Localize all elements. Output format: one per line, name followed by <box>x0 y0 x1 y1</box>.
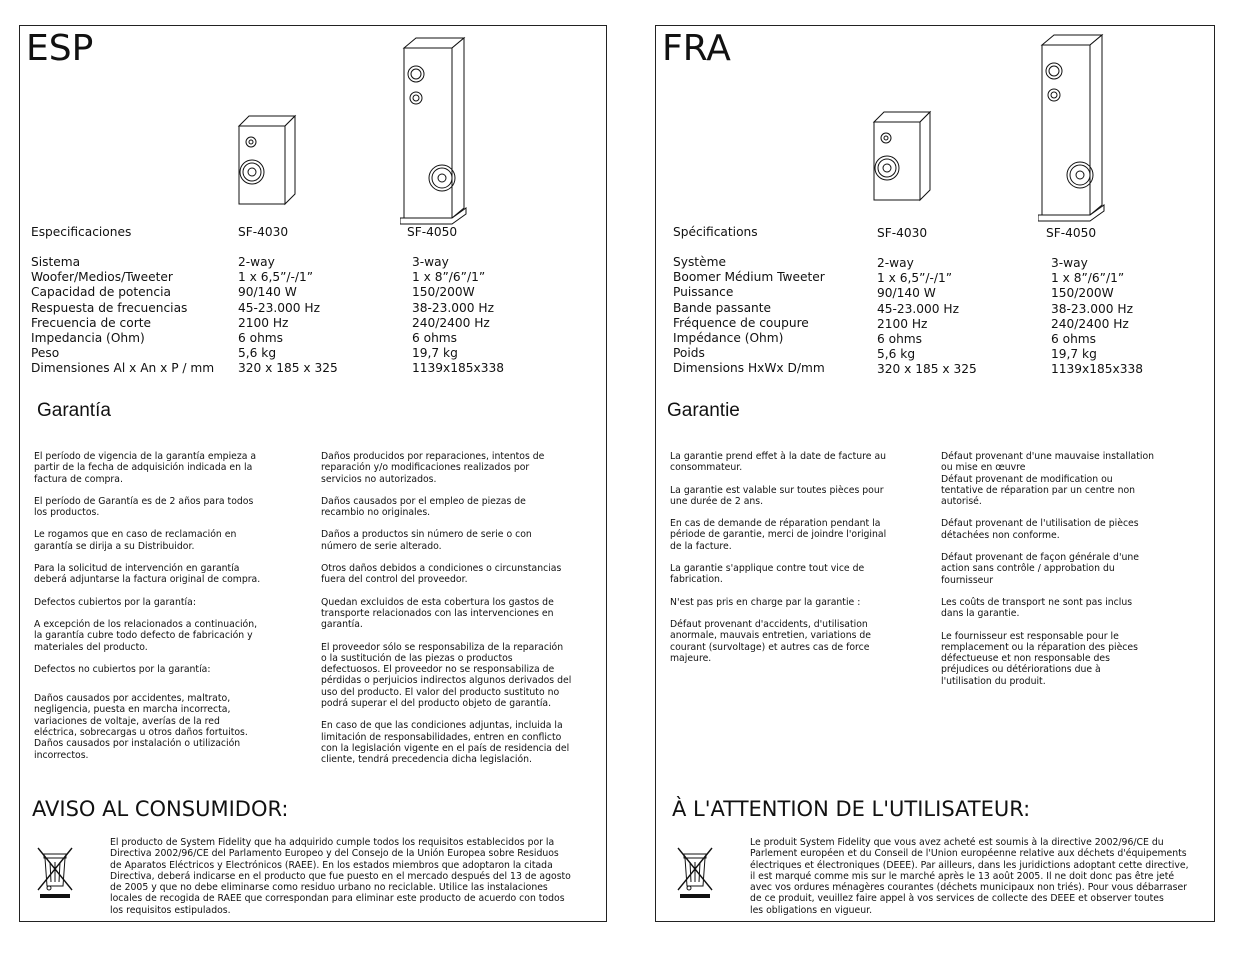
spec-value: 150/200W <box>1051 286 1114 301</box>
spec-labels <box>673 255 825 377</box>
spec-value: 6 ohms <box>1051 332 1097 347</box>
spec-labels <box>31 255 214 377</box>
warranty-left-column <box>670 451 925 664</box>
warranty-paragraph: Daños producidos por reparaciones, intentos de reparación y/o modificaciones realizados por servicios no autorizados. <box>321 451 545 485</box>
bookshelf-speaker-icon <box>237 114 299 214</box>
warranty-paragraph: A excepción de los relacionados a continuación, la garantía cubre todo defecto de fabricación y materiales del producto. <box>34 618 258 653</box>
spec-label: Poids <box>673 346 705 361</box>
spec-value: 1 x 6,5”/-/1” <box>238 270 314 285</box>
spec-value: 320 x 185 x 325 <box>877 362 977 377</box>
warranty-paragraph: El período de vigencia de la garantía empieza a partir de la fecha de adquisición indicada en la factura de compra. <box>34 451 257 485</box>
warranty-paragraph: El proveedor sólo se responsabiliza de la reparación o la sustitución de las piezas o productos defectuosos. El proveedor no se responsabiliza de pérdidas o perjuicios indirectos algunos derivados del uso del producto. El valor del producto sustituto no podrá superar el del producto objeto de garantía. <box>321 641 572 710</box>
spec-value: 19,7 kg <box>412 346 458 361</box>
warranty-paragraph: Defectos cubiertos por la garantía: <box>34 596 196 608</box>
spec-label: Sistema <box>31 255 81 269</box>
spec-value: 5,6 kg <box>877 347 916 362</box>
warranty-paragraph: Daños causados por el empleo de piezas de recambio no originales. <box>321 495 526 519</box>
spec-header-model-2: SF-4050 <box>407 225 458 239</box>
spec-value: 38-23.000 Hz <box>1051 301 1133 316</box>
notice-text <box>750 837 1210 916</box>
spec-label: Impedancia (Ohm) <box>31 331 145 346</box>
warranty-right-column <box>941 451 1201 687</box>
spec-header-label: Spécifications <box>673 225 758 239</box>
spec-value: 1 x 8”/6”/1” <box>1051 271 1125 286</box>
spec-value: 1 x 6,5”/-/1” <box>877 271 953 286</box>
spec-label: Capacidad de potencia <box>31 285 171 300</box>
warranty-paragraph: Les coûts de transport ne sont pas inclus dans la garantie. <box>941 596 1133 620</box>
warranty-paragraph: Defectos no cubiertos por la garantía: <box>34 663 211 675</box>
notice-paragraph: Le produit System Fidelity que vous avez acheté est soumis à la directive 2002/96/CE du Parlement européen et du Conseil de l'Union européenne relative aux déchets d'équipements électriques et électroniques (DEEE). Par ailleurs, dans les juridictions adoptant cette directive, il est marqué comme mis sur le marché après le 13 août 2005. Il ne doit donc pas être jeté avec vos ordures ménagères courantes (déchets municipaux non triés). Pour vous débarraser de ce produit, veuillez faire appel à vos services de collecte des DEEE et observer toutes les obligations en vigueur. <box>750 837 1189 916</box>
warranty-paragraph: Daños causados por accidentes, maltrato, negligencia, puesta en marcha incorrecta, variaciones de voltaje, averías de la red eléctrica, sobrecargas u otros daños fortuitos. Daños causados por instalación o utilización incorrectos. <box>34 693 248 761</box>
spec-value: 320 x 185 x 325 <box>238 361 338 376</box>
spec-label: Boomer Médium Tweeter <box>673 270 825 285</box>
spec-value: 150/200W <box>412 285 475 300</box>
spec-value: 19,7 kg <box>1051 347 1097 362</box>
spec-values-sf4030 <box>877 256 977 378</box>
notice-title: À L'ATTENTION DE L'UTILISATEUR: <box>672 797 1031 821</box>
spec-value: 3-way <box>1051 256 1088 270</box>
warranty-right-column <box>321 451 606 766</box>
panel-fra <box>655 25 1215 922</box>
language-code: FRA <box>662 28 731 69</box>
warranty-title: Garantía <box>37 400 111 421</box>
spec-label: Woofer/Medios/Tweeter <box>31 270 173 285</box>
warranty-paragraph: El período de Garantía es de 2 años para todos los productos. <box>34 495 254 519</box>
spec-value: 6 ohms <box>412 331 458 346</box>
spec-label: Frecuencia de corte <box>31 315 151 330</box>
weee-bin-icon <box>676 844 716 900</box>
warranty-paragraph: La garantie s'applique contre tout vice de fabrication. <box>670 563 865 586</box>
spec-value: 2-way <box>877 256 914 270</box>
warranty-paragraph: En caso de que las condiciones adjuntas, incluida la limitación de responsabilidades, entren en conflicto con la legislación vigente en el país de residencia del cliente, tendrá precedencia dicha legislación. <box>321 720 570 766</box>
warranty-paragraph: N'est pas pris en charge par la garantie : <box>670 596 861 608</box>
warranty-paragraph: Quedan excluidos de esta cobertura los gastos de transporte relacionados con las intervenciones en garantía. <box>321 596 554 631</box>
warranty-paragraph: Le rogamos que en caso de reclamación en garantía se dirija a su Distribuidor. <box>34 529 237 552</box>
spec-value: 6 ohms <box>877 332 923 347</box>
spec-label: Peso <box>31 346 60 361</box>
weee-bin-icon <box>36 844 76 900</box>
warranty-paragraph: La garantie est valable sur toutes pièces pour une durée de 2 ans. <box>670 484 884 507</box>
spec-label: Impédance (Ohm) <box>673 331 784 346</box>
notice-paragraph: El producto de System Fidelity que ha adquirido cumple todos los requisitos establecidos por la Directiva 2002/96/CE del Parlamento Europeo y del Consejo de la Unión Europea sobre Residuos de Aparatos Eléctricos y Electrónicos (RAEE). En los estados miembros que adoptaron la citada Directiva, deberá indicarse en el producto que fue puesto en el mercado después del 13 de agosto de 2005 y que no debe eliminarse como residuo urbano no reciclable. Utilice las instalaciones locales de recogida de RAEE que correspondan para eliminar este producto de acuerdo con todos los requisitos estipulados. <box>110 837 571 916</box>
spec-label: Respuesta de frecuencias <box>31 300 188 315</box>
tower-speaker-icon <box>1038 31 1106 223</box>
warranty-title: Garantie <box>667 400 740 421</box>
notice-title: AVISO AL CONSUMIDOR: <box>32 797 289 821</box>
spec-header-model-2: SF-4050 <box>1046 226 1097 240</box>
warranty-paragraph: La garantie prend effet à la date de facture au consommateur. <box>670 451 887 474</box>
spec-value: 2-way <box>238 255 275 269</box>
spec-value: 1 x 8”/6”/1” <box>412 270 486 285</box>
warranty-paragraph: Défaut provenant d'une mauvaise installation ou mise en œuvre Défaut provenant de modification ou tentative de réparation par un centre non autorisé. <box>941 451 1155 508</box>
spec-label: Système <box>673 255 726 269</box>
spec-value: 1139x185x338 <box>412 361 504 376</box>
spec-label: Puissance <box>673 285 734 300</box>
spec-value: 45-23.000 Hz <box>877 301 959 316</box>
spec-values-sf4050 <box>1051 256 1143 378</box>
spec-value: 90/140 W <box>238 285 297 300</box>
spec-header-label: Especificaciones <box>31 225 132 239</box>
spec-value: 3-way <box>412 255 449 269</box>
spec-value: 240/2400 Hz <box>412 315 490 330</box>
spec-value: 2100 Hz <box>877 316 928 331</box>
bookshelf-speaker-icon <box>872 110 934 210</box>
warranty-paragraph: Otros daños debidos a condiciones o circunstancias fuera del control del proveedor. <box>321 563 562 586</box>
spec-header-model-1: SF-4030 <box>877 226 928 240</box>
spec-label: Bande passante <box>673 300 772 315</box>
warranty-paragraph: Para la solicitud de intervención en garantía deberá adjuntarse la factura original de compra. <box>34 563 261 586</box>
spec-label: Dimensiones Al x An x P / mm <box>31 361 215 376</box>
spec-value: 45-23.000 Hz <box>238 300 320 315</box>
spec-label: Dimensions HxWx D/mm <box>673 361 825 376</box>
warranty-paragraph: Défaut provenant de façon générale d'une action sans contrôle / approbation du fournisseur <box>941 552 1140 586</box>
language-code: ESP <box>26 28 94 69</box>
spec-values-sf4050 <box>412 255 504 377</box>
spec-value: 2100 Hz <box>238 315 289 330</box>
spec-values-sf4030 <box>238 255 338 377</box>
notice-text <box>110 837 600 916</box>
warranty-paragraph: Daños a productos sin número de serie o con número de serie alterado. <box>321 529 532 552</box>
spec-header-model-1: SF-4030 <box>238 225 289 239</box>
spec-value: 240/2400 Hz <box>1051 316 1129 331</box>
spec-value: 6 ohms <box>238 331 284 346</box>
warranty-left-column <box>34 451 304 761</box>
spec-value: 90/140 W <box>877 286 936 301</box>
warranty-paragraph: Défaut provenant d'accidents, d'utilisation anormale, mauvais entretien, variations de courant (survoltage) et autres cas de force majeure. <box>670 618 872 664</box>
warranty-paragraph: Le fournisseur est responsable pour le remplacement ou la réparation des pièces défectueuse et non responsable des préjudices ou détériorations due à l'utilisation du produit. <box>941 630 1138 687</box>
spec-label: Fréquence de coupure <box>673 315 809 330</box>
spec-value: 1139x185x338 <box>1051 362 1143 377</box>
tower-speaker-icon <box>400 34 468 226</box>
warranty-paragraph: En cas de demande de réparation pendant la période de garantie, merci de joindre l'original de la facture. <box>670 518 887 552</box>
warranty-paragraph: Défaut provenant de l'utilisation de pièces détachées non conforme. <box>941 518 1139 541</box>
spec-value: 38-23.000 Hz <box>412 300 494 315</box>
spec-value: 5,6 kg <box>238 346 277 361</box>
panel-esp <box>19 25 607 922</box>
